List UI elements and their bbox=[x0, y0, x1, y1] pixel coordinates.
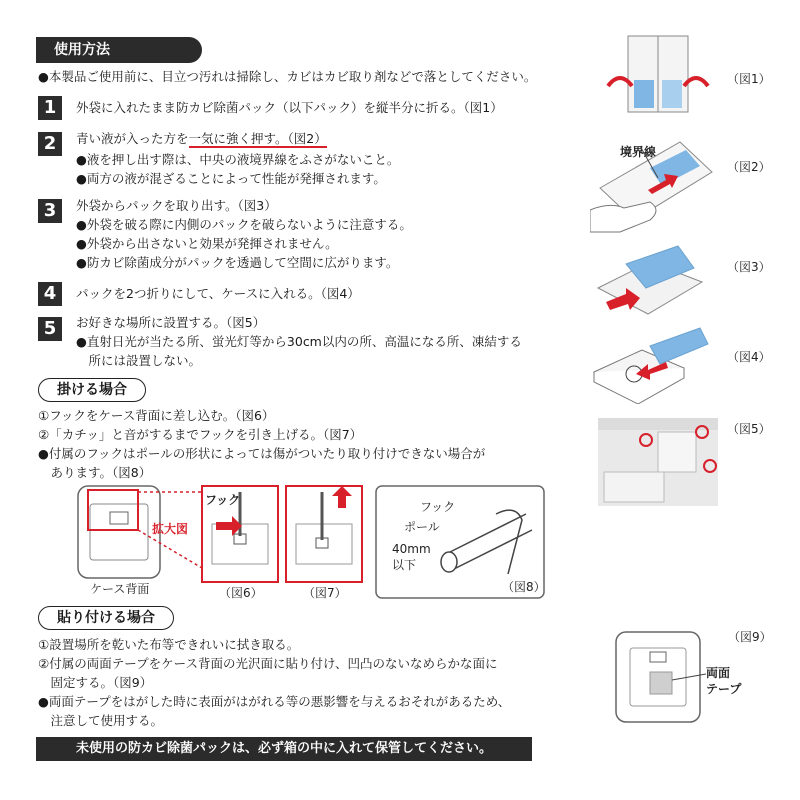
figure-6-label: （図6） bbox=[219, 586, 263, 600]
intro-text: ●本製品ご使用前に、目立つ汚れは掃除し、カビはカビ取り剤などで落としてください。 bbox=[38, 69, 537, 84]
figure-5-illustration bbox=[598, 418, 718, 506]
size-label-1: 40mm bbox=[392, 542, 431, 556]
case-back-label: ケース背面 bbox=[90, 582, 150, 596]
stick-section-title: 貼り付ける場合 bbox=[38, 606, 174, 630]
case-back-illustration bbox=[78, 486, 160, 578]
tape-label-2: テープ bbox=[706, 682, 742, 696]
hang-section-title: 掛ける場合 bbox=[38, 378, 146, 402]
step-1-text: 外袋に入れたまま防カビ除菌パック（以下パック）を縦半分に折る。（図1） bbox=[76, 100, 503, 115]
step-2-text: 青い液が入った方を一気に強く押す。（図2） bbox=[76, 131, 327, 146]
figure-4-label: （図4） bbox=[727, 350, 771, 364]
step-5-text: お好きな場所に設置する。（図5） bbox=[76, 315, 266, 330]
step-2-number: 2 bbox=[38, 132, 62, 156]
stick-line-2: ②付属の両面テープをケース背面の光沢面に貼り付け、凹凸のないなめらかな面に bbox=[38, 656, 498, 671]
step-3-note-3: ●防カビ除菌成分がパックを透過して空間に広がります。 bbox=[76, 255, 399, 270]
stick-line-4: ●両面テープをはがした時に表面がはがれる等の悪影響を与えるおそれがあるため、 bbox=[38, 694, 511, 709]
hang-line-1: ①フックをケース背面に差し込む。（図6） bbox=[38, 408, 275, 423]
figure-4-illustration bbox=[588, 322, 718, 404]
figure-5-label: （図5） bbox=[727, 422, 771, 436]
figure-7-label: （図7） bbox=[303, 586, 347, 600]
step-3-text: 外袋からパックを取り出す。（図3） bbox=[76, 198, 277, 213]
figure-8-label: （図8） bbox=[502, 580, 546, 594]
step-5-note-2: 所には設置しない。 bbox=[76, 353, 202, 368]
hook-label: フック bbox=[205, 493, 241, 507]
step-5-number: 5 bbox=[38, 317, 62, 341]
step-5-note-1: ●直射日光が当たる所、蛍光灯等から30cm以内の所、高温になる所、凍結する bbox=[76, 334, 522, 349]
figure-2-illustration bbox=[590, 138, 720, 238]
storage-notice: 未使用の防カビ除菌パックは、必ず箱の中に入れて保管してください。 bbox=[36, 737, 532, 761]
usage-section-title: 使用方法 bbox=[36, 37, 202, 63]
step-2-note-2: ●両方の液が混ざることによって性能が発揮されます。 bbox=[76, 171, 386, 186]
step-3-number: 3 bbox=[38, 199, 62, 223]
size-label-2: 以下 bbox=[392, 558, 417, 572]
stick-line-3: 固定する。（図9） bbox=[38, 675, 153, 690]
hang-line-3: ●付属のフックはポールの形状によっては傷がついたり取り付けできない場合が bbox=[38, 446, 486, 461]
step-3-note-1: ●外袋を破る際に内側のパックを破らないように注意する。 bbox=[76, 217, 412, 232]
figure-1-illustration bbox=[600, 30, 720, 130]
step-1-number: 1 bbox=[38, 96, 62, 120]
stick-line-5: 注意して使用する。 bbox=[38, 713, 164, 728]
step-4-text: パックを2つ折りにして、ケースに入れる。（図4） bbox=[76, 286, 360, 301]
zoom-label: 拡大図 bbox=[152, 522, 189, 536]
figure-7-illustration bbox=[286, 486, 362, 582]
step-4-number: 4 bbox=[38, 282, 62, 306]
step-2-emphasis: 一気に強く押す。（図2） bbox=[188, 131, 327, 146]
figure-9-illustration bbox=[610, 628, 710, 728]
figure-8-hook-label: フック bbox=[420, 500, 456, 514]
figure-3-label: （図3） bbox=[727, 260, 771, 274]
hang-line-2: ②「カチッ」と音がするまでフックを引き上げる。（図7） bbox=[38, 427, 363, 442]
stick-line-1: ①設置場所を乾いた布等できれいに拭き取る。 bbox=[38, 637, 300, 652]
figure-9-label: （図9） bbox=[728, 630, 772, 644]
boundary-line-label: 境界線 bbox=[620, 145, 657, 159]
figure-1-label: （図1） bbox=[727, 72, 771, 86]
figure-3-illustration bbox=[590, 244, 710, 334]
figure-2-label: （図2） bbox=[727, 160, 771, 174]
step-2-note-1: ●液を押し出す際は、中央の液境界線をふさがないこと。 bbox=[76, 152, 400, 167]
tape-label-1: 両面 bbox=[706, 666, 731, 680]
pole-label: ポール bbox=[404, 520, 440, 534]
step-3-note-2: ●外袋から出さないと効果が発揮されません。 bbox=[76, 236, 338, 251]
hang-line-4: あります。（図8） bbox=[38, 465, 152, 480]
